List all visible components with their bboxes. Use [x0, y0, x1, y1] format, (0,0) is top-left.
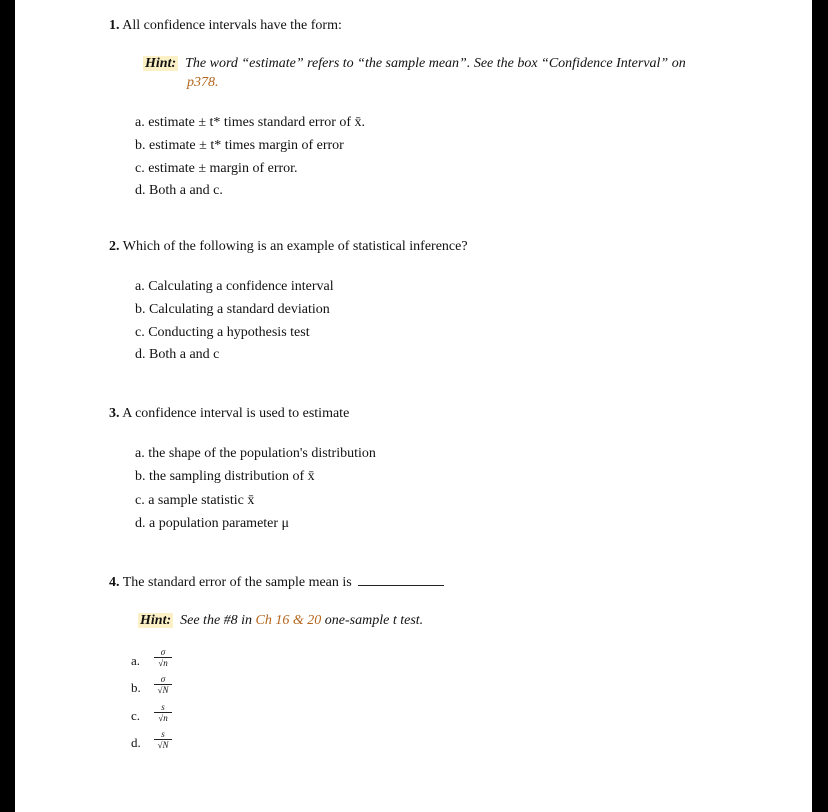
fraction [153, 647, 173, 669]
fraction-denominator: √N [157, 685, 169, 695]
question-2-option-a: a. Calculating a confidence interval [135, 279, 334, 294]
question-2-option-d: d. Both a and c [135, 347, 220, 362]
question-3-number: 3. [109, 406, 120, 421]
hint-chapter-reference: Ch 16 & 20 [255, 613, 322, 628]
hint-page-reference: p378. [187, 75, 219, 90]
question-4-number: 4. [109, 575, 120, 590]
question-3-text: A confidence interval is used to estimate [122, 406, 350, 421]
question-1-hint [143, 54, 743, 92]
question-3-option-a: a. the shape of the population's distribution [135, 446, 376, 461]
question-2-number: 2. [109, 239, 120, 254]
fraction-denominator: √N [157, 740, 169, 750]
question-1-number: 1. [109, 18, 120, 33]
question-2-option-c: c. Conducting a hypothesis test [135, 325, 310, 340]
question-4-hint [138, 611, 423, 630]
fraction [153, 702, 173, 724]
option-letter: a. [131, 653, 141, 668]
hint-text-post: one-sample t test. [324, 613, 424, 628]
question-3-option-b: b. the sampling distribution of x̄ [135, 469, 315, 484]
option-letter: b. [131, 680, 141, 695]
question-1-option-c: c. estimate ± margin of error. [135, 161, 298, 176]
fraction [153, 729, 173, 751]
option-letter: d. [131, 735, 141, 750]
option-letter: c. [131, 708, 141, 723]
question-2-text: Which of the following is an example of statistical inference? [122, 239, 468, 254]
fraction-numerator: s [161, 702, 165, 712]
fraction-numerator: s [161, 729, 165, 739]
question-1-option-b: b. estimate ± t* times margin of error [135, 138, 344, 153]
question-3 [109, 406, 349, 422]
hint-label: Hint: [140, 613, 172, 628]
question-1 [109, 18, 342, 34]
fraction-numerator: σ [160, 674, 166, 684]
answer-blank [358, 575, 444, 586]
hint-text-pre: See the #8 in [180, 613, 253, 628]
question-3-option-d: d. a population parameter μ [135, 516, 290, 531]
document-page [15, 0, 812, 812]
hint-label: Hint: [145, 56, 177, 71]
question-2-option-b: b. Calculating a standard deviation [135, 302, 330, 317]
fraction [153, 674, 173, 696]
question-1-option-a: a. estimate ± t* times standard error of x̄. [135, 115, 366, 130]
question-2 [109, 239, 468, 255]
question-3-option-c: c. a sample statistic x̄ [135, 493, 255, 508]
question-1-text: All confidence intervals have the form: [122, 18, 342, 33]
fraction-numerator: σ [160, 647, 166, 657]
fraction-denominator: √n [158, 658, 168, 668]
hint-text: The word “estimate” refers to “the sample mean”. See the box “Confidence Interval” on [185, 56, 686, 71]
question-1-option-d: d. Both a and c. [135, 183, 223, 198]
fraction-denominator: √n [158, 713, 168, 723]
question-4-text: The standard error of the sample mean is [122, 575, 352, 590]
question-4 [109, 575, 444, 591]
